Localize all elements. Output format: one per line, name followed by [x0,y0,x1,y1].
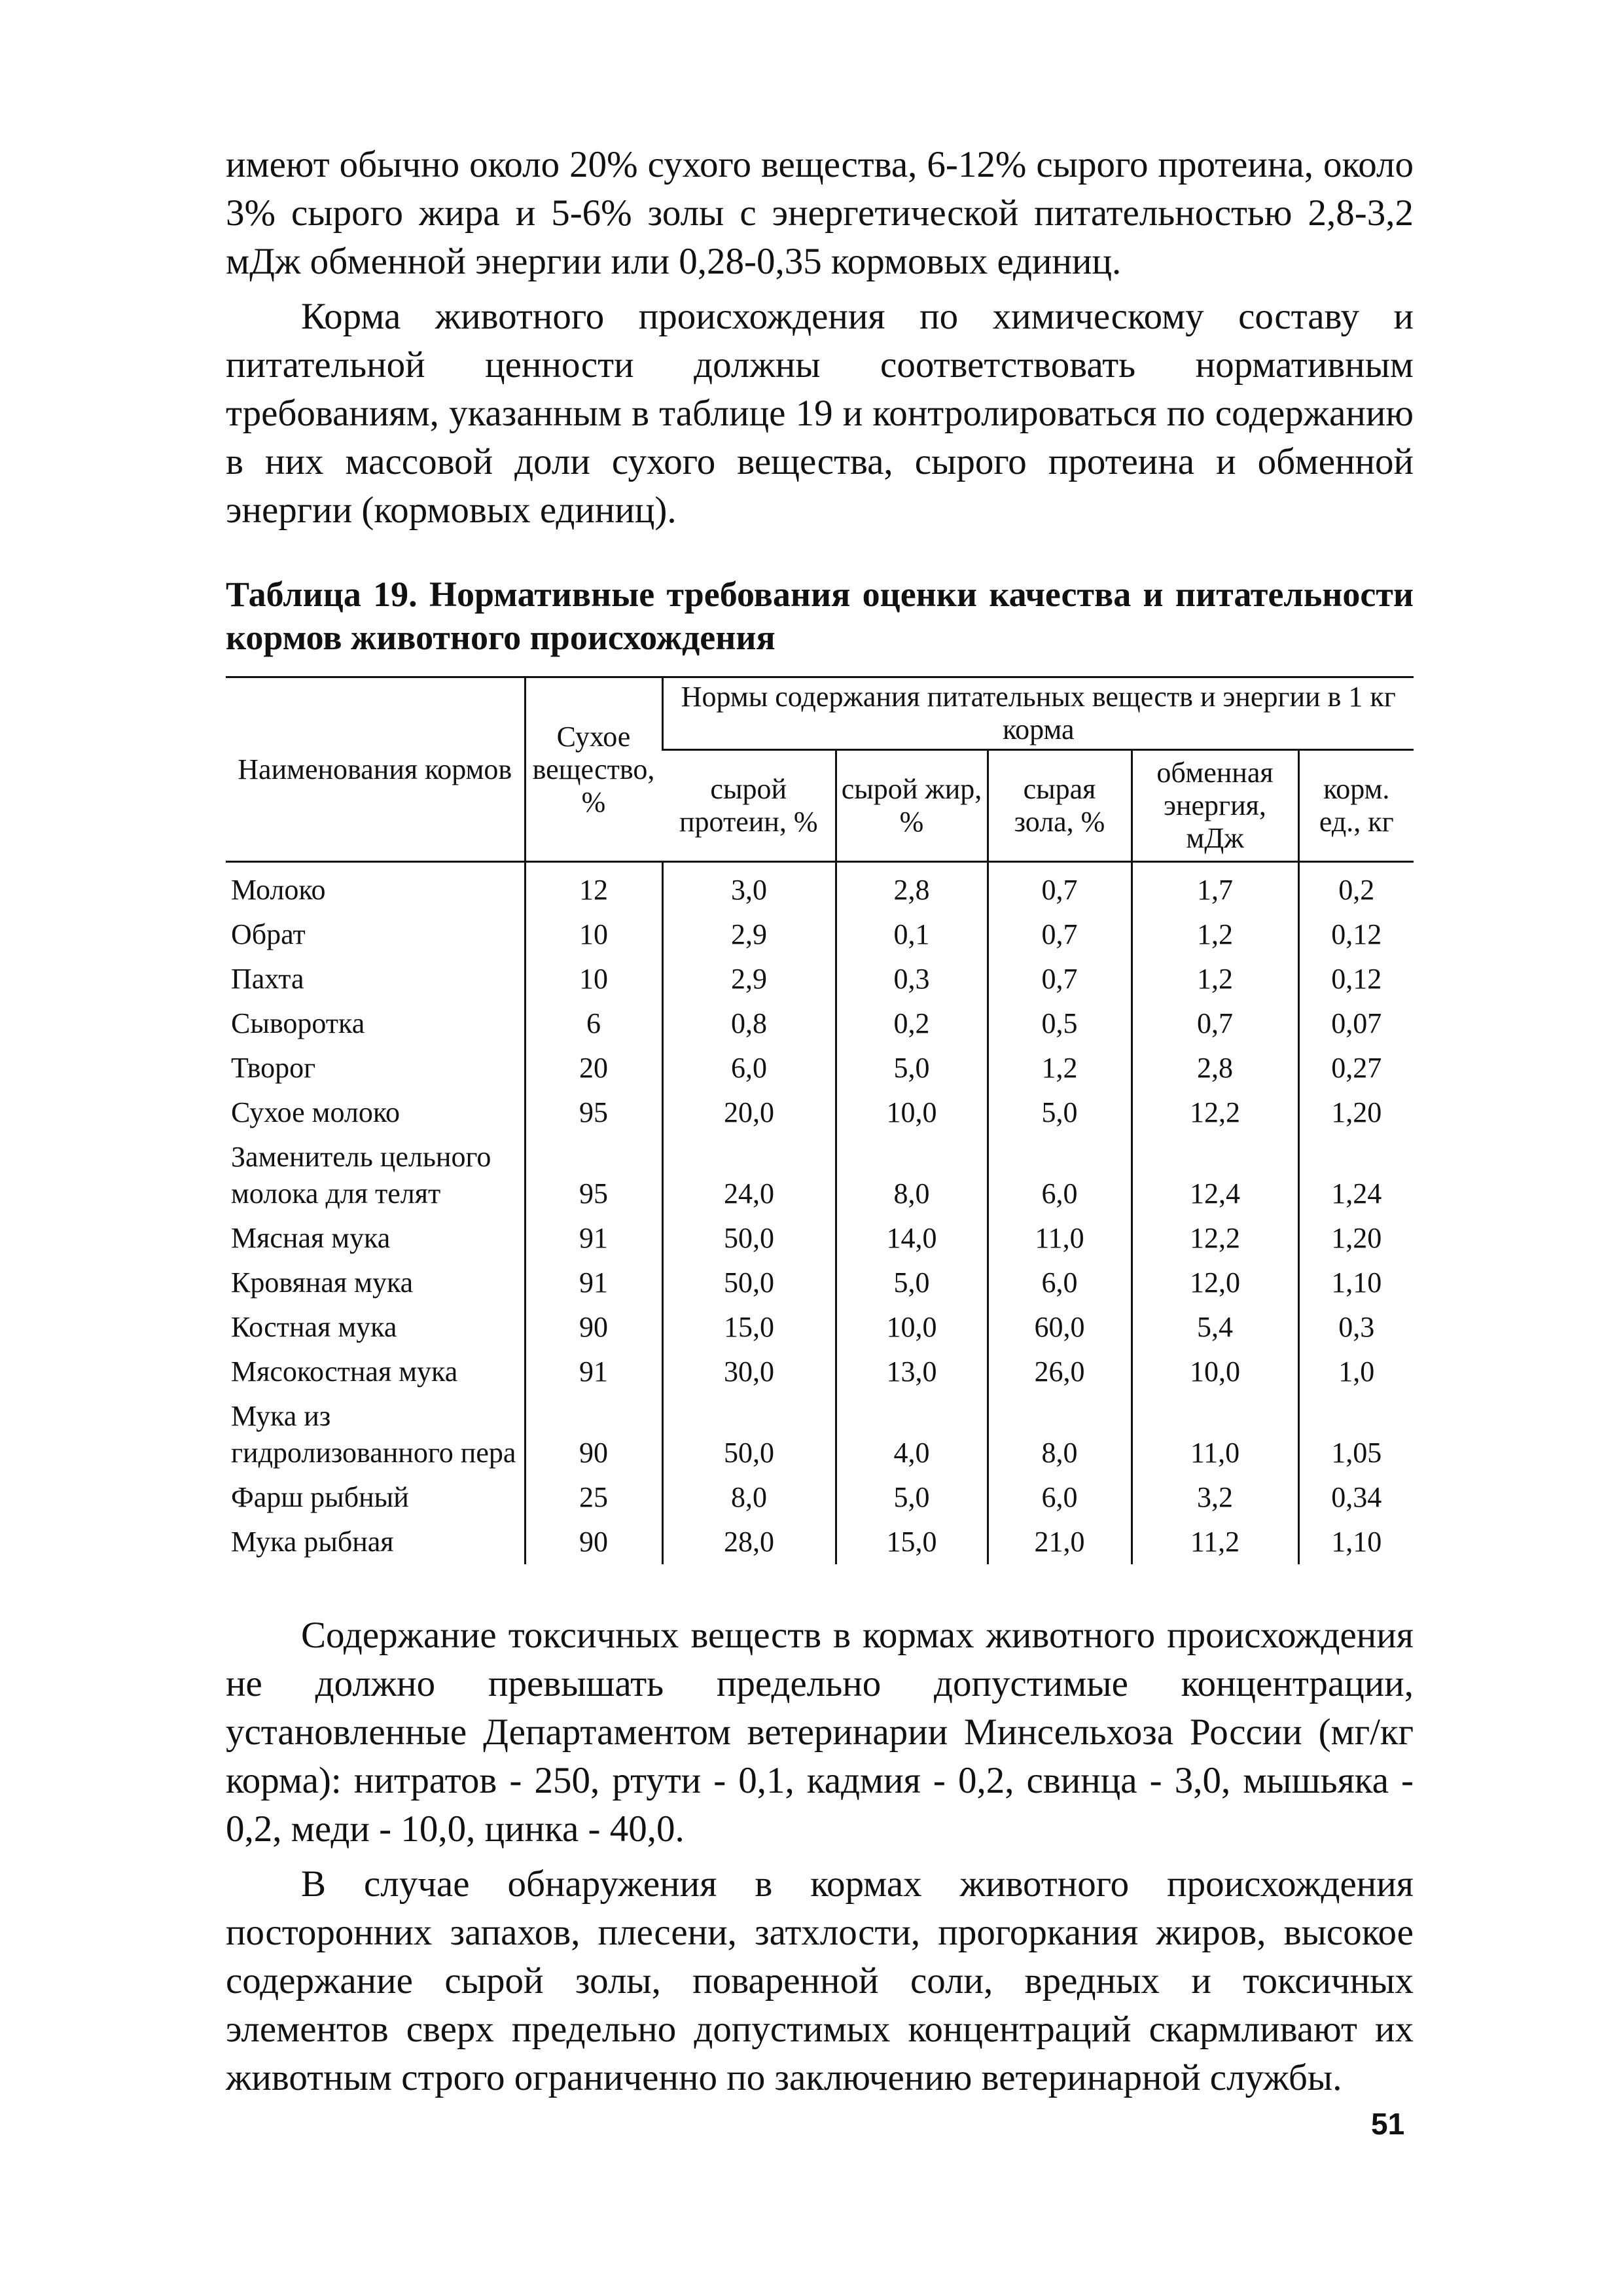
feed-name-cell: Мясная мука [231,1222,391,1254]
feed-name-cell: Костная мука [231,1311,397,1343]
table-row [226,1135,1414,1216]
feed-units-cell: 0,12 [1298,912,1414,957]
dry-matter-cell: 6 [525,1001,662,1046]
crude-fat-cell: 14,0 [836,1216,988,1261]
dry-matter-cell: 12 [525,862,662,913]
crude-ash-cell: 60,0 [988,1305,1132,1350]
table-row [226,1520,1414,1564]
crude-fat-cell: 5,0 [836,1046,988,1090]
table-row [226,1305,1414,1350]
header-crude-protein: сырой протеин, % [662,750,836,862]
header-crude-fat: сырой жир, % [836,750,988,862]
feed-name-cell: Заменитель цельного молока для телят [231,1141,491,1210]
feed-units-cell: 1,20 [1298,1216,1414,1261]
crude-fat-cell: 4,0 [836,1394,988,1475]
crude-fat-cell: 5,0 [836,1475,988,1520]
metabolic-energy-cell: 5,4 [1132,1305,1298,1350]
crude-fat-cell: 5,0 [836,1261,988,1305]
paragraph-2: Корма животного происхождения по химическому составу и питательной ценности должны соответствовать нормативным требованиям, указанным в таблице 19 и контролироваться по содержанию в них массовой доли сухого вещества, сырого протеина и обменной энергии (кормовых единиц). [226,296,1414,531]
header-metabolic-energy: обменная энергия, мДж [1132,750,1298,862]
metabolic-energy-cell: 10,0 [1132,1350,1298,1394]
table-body [226,862,1414,1565]
metabolic-energy-cell: 1,2 [1132,957,1298,1001]
crude-protein-cell: 20,0 [662,1090,836,1135]
feed-units-cell: 0,3 [1298,1305,1414,1350]
dry-matter-cell: 25 [525,1475,662,1520]
crude-protein-cell: 2,9 [662,957,836,1001]
table-row [226,862,1414,913]
paragraph-1: имеют обычно около 20% сухого вещества, 6-12% сырого протеина, около 3% сырого жира и 5-6% золы с энергетической питательностью 2,8-3,2 мДж обменной энергии или 0,28-0,35 кормовых единиц. [226,144,1414,282]
crude-fat-cell: 13,0 [836,1350,988,1394]
feed-units-cell: 1,10 [1298,1520,1414,1564]
header-dry-matter: Сухое вещество, % [525,677,662,862]
header-nutrient-norms: Нормы содержания питательных веществ и энергии в 1 кг корма [662,677,1414,750]
crude-ash-cell: 1,2 [988,1046,1132,1090]
table-row [226,1394,1414,1475]
dry-matter-cell: 20 [525,1046,662,1090]
header-feed-name: Наименования кормов [226,677,525,862]
table-row [226,1261,1414,1305]
crude-ash-cell: 11,0 [988,1216,1132,1261]
crude-fat-cell: 0,2 [836,1001,988,1046]
dry-matter-cell: 91 [525,1216,662,1261]
crude-ash-cell: 8,0 [988,1394,1132,1475]
feed-units-cell: 1,10 [1298,1261,1414,1305]
metabolic-energy-cell: 11,0 [1132,1394,1298,1475]
crude-fat-cell: 10,0 [836,1305,988,1350]
metabolic-energy-cell: 12,2 [1132,1216,1298,1261]
crude-protein-cell: 28,0 [662,1520,836,1564]
feed-name-cell: Молоко [231,874,326,906]
feed-name-cell: Мясокостная мука [231,1355,458,1388]
feed-name-cell: Фарш рыбный [231,1481,409,1513]
dry-matter-cell: 10 [525,957,662,1001]
crude-ash-cell: 5,0 [988,1090,1132,1135]
table-row [226,1046,1414,1090]
feed-name-cell: Сухое молоко [231,1096,401,1128]
feed-units-cell: 1,05 [1298,1394,1414,1475]
feed-name-cell: Мука рыбная [231,1526,394,1558]
feed-units-cell: 0,12 [1298,957,1414,1001]
feed-name-cell: Мука из гидролизованного пера [231,1400,516,1469]
crude-fat-cell: 2,8 [836,862,988,913]
feed-name-cell: Творог [231,1052,316,1084]
crude-protein-cell: 50,0 [662,1394,836,1475]
dry-matter-cell: 90 [525,1394,662,1475]
paragraph-4: В случае обнаружения в кормах животного происхождения посторонних запахов, плесени, затхлости, прогоркания жиров, высокое содержание сырой золы, поваренной соли, вредных и токсичных элементов сверх предельно допустимых концентраций скармливают их животным строго ограниченно по заключению ветеринарной службы. [226,1863,1414,2098]
metabolic-energy-cell: 12,0 [1132,1261,1298,1305]
crude-protein-cell: 50,0 [662,1216,836,1261]
crude-protein-cell: 30,0 [662,1350,836,1394]
crude-protein-cell: 15,0 [662,1305,836,1350]
feed-norms-table [226,676,1414,1564]
crude-protein-cell: 6,0 [662,1046,836,1090]
dry-matter-cell: 10 [525,912,662,957]
crude-protein-cell: 50,0 [662,1261,836,1305]
crude-fat-cell: 8,0 [836,1135,988,1216]
table-row [226,1001,1414,1046]
feed-name-cell: Кровяная мука [231,1266,414,1299]
feed-units-cell: 0,34 [1298,1475,1414,1520]
dry-matter-cell: 91 [525,1350,662,1394]
crude-ash-cell: 0,5 [988,1001,1132,1046]
crude-ash-cell: 0,7 [988,862,1132,913]
crude-fat-cell: 0,1 [836,912,988,957]
crude-ash-cell: 0,7 [988,957,1132,1001]
metabolic-energy-cell: 11,2 [1132,1520,1298,1564]
header-feed-units: корм. ед., кг [1298,750,1414,862]
dry-matter-cell: 91 [525,1261,662,1305]
page-number: 51 [1371,2107,1405,2141]
table-row [226,1475,1414,1520]
feed-units-cell: 0,27 [1298,1046,1414,1090]
crude-protein-cell: 3,0 [662,862,836,913]
header-crude-ash: сырая зола, % [988,750,1132,862]
feed-units-cell: 1,0 [1298,1350,1414,1394]
crude-ash-cell: 6,0 [988,1475,1132,1520]
table-row [226,957,1414,1001]
table-caption: Таблица 19. Нормативные требования оценки качества и питательности кормов животного происхождения [226,575,1414,657]
feed-units-cell: 1,24 [1298,1135,1414,1216]
metabolic-energy-cell: 1,2 [1132,912,1298,957]
feed-units-cell: 0,2 [1298,862,1414,913]
feed-units-cell: 0,07 [1298,1001,1414,1046]
crude-protein-cell: 2,9 [662,912,836,957]
paragraph-3: Содержание токсичных веществ в кормах животного происхождения не должно превышать предельно допустимые концентрации, установленные Департаментом ветеринарии Минсельхоза России (мг/кг корма): нитратов - 250, ртути - 0,1, кадмия - 0,2, свинца - 3,0, мышьяка - 0,2, меди - 10,0, цинка - 40,0. [226,1615,1414,1850]
crude-ash-cell: 26,0 [988,1350,1132,1394]
crude-fat-cell: 0,3 [836,957,988,1001]
dry-matter-cell: 90 [525,1520,662,1564]
metabolic-energy-cell: 2,8 [1132,1046,1298,1090]
dry-matter-cell: 90 [525,1305,662,1350]
crude-protein-cell: 8,0 [662,1475,836,1520]
table-row [226,1350,1414,1394]
crude-ash-cell: 6,0 [988,1135,1132,1216]
metabolic-energy-cell: 12,2 [1132,1090,1298,1135]
table-row [226,1216,1414,1261]
metabolic-energy-cell: 3,2 [1132,1475,1298,1520]
crude-ash-cell: 6,0 [988,1261,1132,1305]
dry-matter-cell: 95 [525,1090,662,1135]
crude-fat-cell: 10,0 [836,1090,988,1135]
table-row [226,1090,1414,1135]
crude-ash-cell: 21,0 [988,1520,1132,1564]
document-page [226,141,1414,2102]
table-row [226,912,1414,957]
crude-protein-cell: 0,8 [662,1001,836,1046]
crude-fat-cell: 15,0 [836,1520,988,1564]
metabolic-energy-cell: 12,4 [1132,1135,1298,1216]
feed-name-cell: Обрат [231,918,306,950]
metabolic-energy-cell: 1,7 [1132,862,1298,913]
feed-units-cell: 1,20 [1298,1090,1414,1135]
metabolic-energy-cell: 0,7 [1132,1001,1298,1046]
crude-protein-cell: 24,0 [662,1135,836,1216]
feed-name-cell: Сыворотка [231,1007,365,1039]
feed-name-cell: Пахта [231,963,304,995]
crude-ash-cell: 0,7 [988,912,1132,957]
dry-matter-cell: 95 [525,1135,662,1216]
